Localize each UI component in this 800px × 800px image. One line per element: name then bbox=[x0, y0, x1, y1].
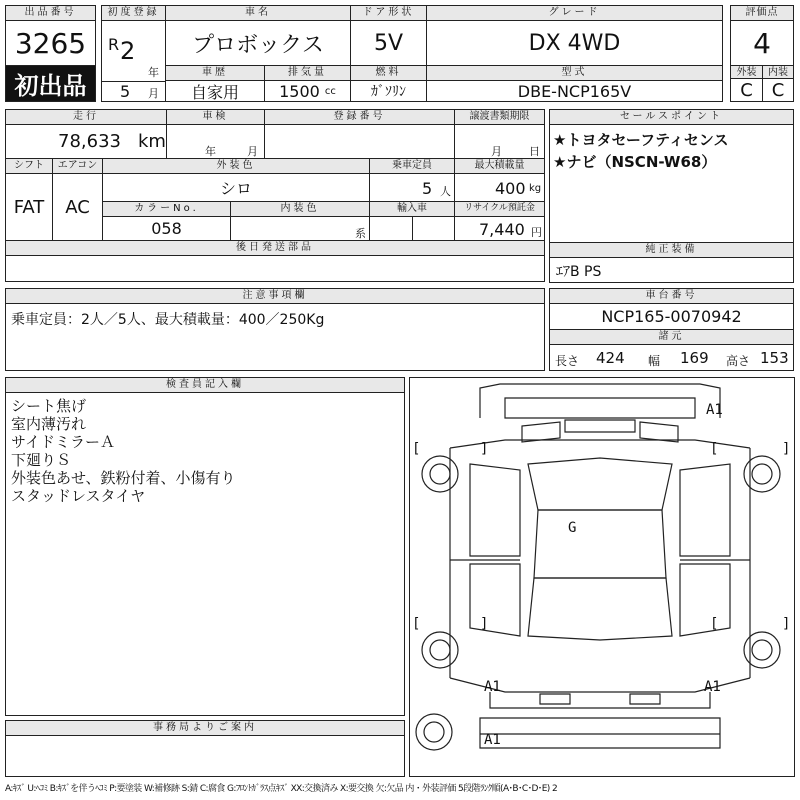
inspection-header: 車検 bbox=[166, 109, 265, 125]
color-number: 058 bbox=[102, 216, 231, 241]
grade-header: グレード bbox=[426, 5, 723, 21]
width-label: 幅 bbox=[648, 354, 661, 368]
plate-header: 登録番号 bbox=[264, 109, 455, 125]
displacement bbox=[264, 80, 351, 102]
diagram-bracket: ] bbox=[480, 441, 489, 457]
aircon-header: エアコン bbox=[52, 158, 103, 174]
lot-number: 3265 bbox=[5, 20, 96, 66]
office-notice-header: 事務局よりご案内 bbox=[5, 720, 405, 736]
mileage-cell bbox=[5, 124, 167, 159]
diagram-bracket: ] bbox=[480, 616, 489, 632]
transfer-day-unit: 日 bbox=[529, 145, 540, 158]
inspection-year-unit: 年 bbox=[205, 145, 216, 158]
transfer-month-unit: 月 bbox=[491, 145, 502, 158]
exterior-grade-header: 外装 bbox=[730, 65, 763, 79]
color-number-header: カラーNo. bbox=[102, 201, 231, 217]
later-parts-header: 後日発送部品 bbox=[5, 240, 545, 256]
plate-cell bbox=[264, 124, 455, 159]
height-label: 高さ bbox=[726, 354, 751, 368]
max-load-value: 400 bbox=[495, 179, 526, 198]
legend: A:ｷｽﾞ U:ﾍｺﾐ B:ｷｽﾞを伴うﾍｺﾐ P:要塗装 W:補修跡 S:錆 C:腐食 G:ﾌﾛﾝﾄｶﾞﾗｽ点ｷｽﾞ XX:交換済み X:要交換 欠:欠品 内・外装評価 5段階ﾗﾝｸ順(A･B･C･D･E) 2 bbox=[5, 784, 558, 794]
exterior-grade: C bbox=[730, 78, 763, 102]
diagram-bracket: ] bbox=[782, 441, 791, 457]
inspector-note: 外装色あせ、鉄粉付着、小傷有り bbox=[11, 469, 236, 487]
history: 自家用 bbox=[165, 80, 265, 102]
registration-month: 5 bbox=[120, 82, 131, 101]
car-name: プロボックス bbox=[165, 20, 351, 66]
recycle-fee-header: リサイクル預託金 bbox=[454, 201, 545, 217]
transfer-deadline-header: 譲渡書類期限 bbox=[454, 109, 545, 125]
damage-mark: A1 bbox=[484, 679, 501, 695]
interior-color-header: 内装色 bbox=[230, 201, 370, 217]
later-parts-body bbox=[5, 255, 545, 282]
sales-points-body bbox=[549, 124, 794, 243]
inspector-notes-body bbox=[5, 392, 405, 716]
registration-year: 2 bbox=[120, 37, 136, 65]
displacement-unit: cc bbox=[324, 85, 336, 97]
recycle-fee-value: 7,440 bbox=[479, 220, 525, 239]
height-value: 153 bbox=[760, 349, 789, 367]
fuel: ｶﾞｿﾘﾝ bbox=[350, 80, 427, 102]
interior-grade-header: 内装 bbox=[762, 65, 794, 79]
displacement-value: 1500 bbox=[279, 81, 320, 101]
max-load-cell bbox=[454, 173, 545, 202]
first-registration-header: 初度登録 bbox=[101, 5, 166, 21]
sales-points-header: セールスポイント bbox=[549, 109, 794, 125]
year-unit: 年 bbox=[148, 66, 159, 79]
chassis-number-header: 車台番号 bbox=[549, 288, 794, 304]
diagram-bracket: [ bbox=[412, 441, 421, 457]
notes-text: 乗車定員：2人／5人、最大積載量：400／250Kg bbox=[11, 312, 325, 328]
capacity-header: 乗車定員 bbox=[369, 158, 455, 174]
lot-number-header: 出品番号 bbox=[5, 5, 96, 21]
recycle-fee-unit: 円 bbox=[531, 226, 542, 239]
capacity-unit: 人 bbox=[440, 185, 451, 198]
era: R bbox=[108, 35, 120, 54]
length-label: 長さ bbox=[555, 354, 580, 368]
first-registration-month-cell bbox=[101, 81, 166, 102]
shift: FAT bbox=[5, 173, 53, 241]
mileage-unit: km bbox=[138, 131, 166, 152]
damage-mark: A1 bbox=[484, 732, 501, 748]
sales-point-line: ★トヨタセーフティセンス bbox=[553, 131, 729, 149]
capacity-cell bbox=[369, 173, 455, 202]
width-value: 169 bbox=[680, 349, 709, 367]
inspector-note: 室内薄汚れ bbox=[11, 415, 87, 433]
door-type: 5V bbox=[350, 20, 427, 66]
displacement-header: 排気量 bbox=[264, 65, 351, 81]
inspector-note: サイドミラーＡ bbox=[11, 433, 115, 451]
genuine-equipment-header: 純正装備 bbox=[549, 242, 794, 258]
import-cell-2 bbox=[412, 216, 455, 241]
mileage-header: 走行 bbox=[5, 109, 167, 125]
inspector-note: シート焦げ bbox=[11, 397, 87, 415]
shift-header: シフト bbox=[5, 158, 53, 174]
max-load-header: 最大積載量 bbox=[454, 158, 545, 174]
inspector-note: スタッドレスタイヤ bbox=[11, 487, 146, 505]
damage-mark: A1 bbox=[706, 402, 723, 418]
interior-color-unit: 系 bbox=[355, 227, 366, 240]
inspection-cell bbox=[166, 124, 265, 159]
diagram-bracket: [ bbox=[710, 616, 719, 632]
office-notice-body bbox=[5, 735, 405, 777]
specs-header: 諸元 bbox=[549, 329, 794, 345]
notes-body bbox=[5, 303, 545, 371]
model-code: DBE-NCP165V bbox=[426, 80, 723, 102]
car-outline-diagram bbox=[410, 378, 794, 776]
inspector-note: 下廻りＳ bbox=[11, 451, 72, 469]
inspector-notes-header: 検査員記入欄 bbox=[5, 377, 405, 393]
import-header: 輸入車 bbox=[369, 201, 455, 217]
interior-grade: C bbox=[762, 78, 794, 102]
history-header: 車歴 bbox=[165, 65, 265, 81]
interior-color-cell bbox=[230, 216, 370, 241]
length-value: 424 bbox=[596, 349, 625, 367]
diagram-bracket: [ bbox=[710, 441, 719, 457]
mileage-value: 78,633 bbox=[58, 131, 121, 152]
import-cell bbox=[369, 216, 413, 241]
aircon: AC bbox=[52, 173, 103, 241]
door-type-header: ドア形状 bbox=[350, 5, 427, 21]
exterior-color: シロ bbox=[102, 173, 370, 202]
transfer-deadline-cell bbox=[454, 124, 545, 159]
chassis-number: NCP165-0070942 bbox=[549, 303, 794, 330]
first-registration-year-cell bbox=[101, 20, 166, 82]
capacity-value: 5 bbox=[422, 179, 433, 198]
damage-mark: G bbox=[568, 520, 577, 536]
specs-body bbox=[549, 344, 794, 371]
first-listing-badge: 初出品 bbox=[5, 65, 96, 102]
car-name-header: 車名 bbox=[165, 5, 351, 21]
notes-header: 注意事項欄 bbox=[5, 288, 545, 304]
month-unit: 月 bbox=[148, 87, 159, 100]
fuel-header: 燃料 bbox=[350, 65, 427, 81]
sales-point-line: ★ナビ（NSCN-W68） bbox=[553, 153, 717, 171]
inspection-month-unit: 月 bbox=[247, 145, 258, 158]
damage-mark: A1 bbox=[704, 679, 721, 695]
diagram-bracket: ] bbox=[782, 616, 791, 632]
score-header: 評価点 bbox=[730, 5, 794, 21]
genuine-equipment-body bbox=[549, 257, 794, 283]
diagram-bracket: [ bbox=[412, 616, 421, 632]
grade: DX 4WD bbox=[426, 20, 723, 66]
overall-score: 4 bbox=[730, 20, 794, 66]
max-load-unit: kg bbox=[529, 183, 542, 194]
exterior-color-header: 外装色 bbox=[102, 158, 370, 174]
model-code-header: 型式 bbox=[426, 65, 723, 81]
damage-diagram bbox=[409, 377, 795, 777]
recycle-fee-cell bbox=[454, 216, 545, 241]
genuine-equipment: ｴｱB PS bbox=[556, 264, 602, 280]
